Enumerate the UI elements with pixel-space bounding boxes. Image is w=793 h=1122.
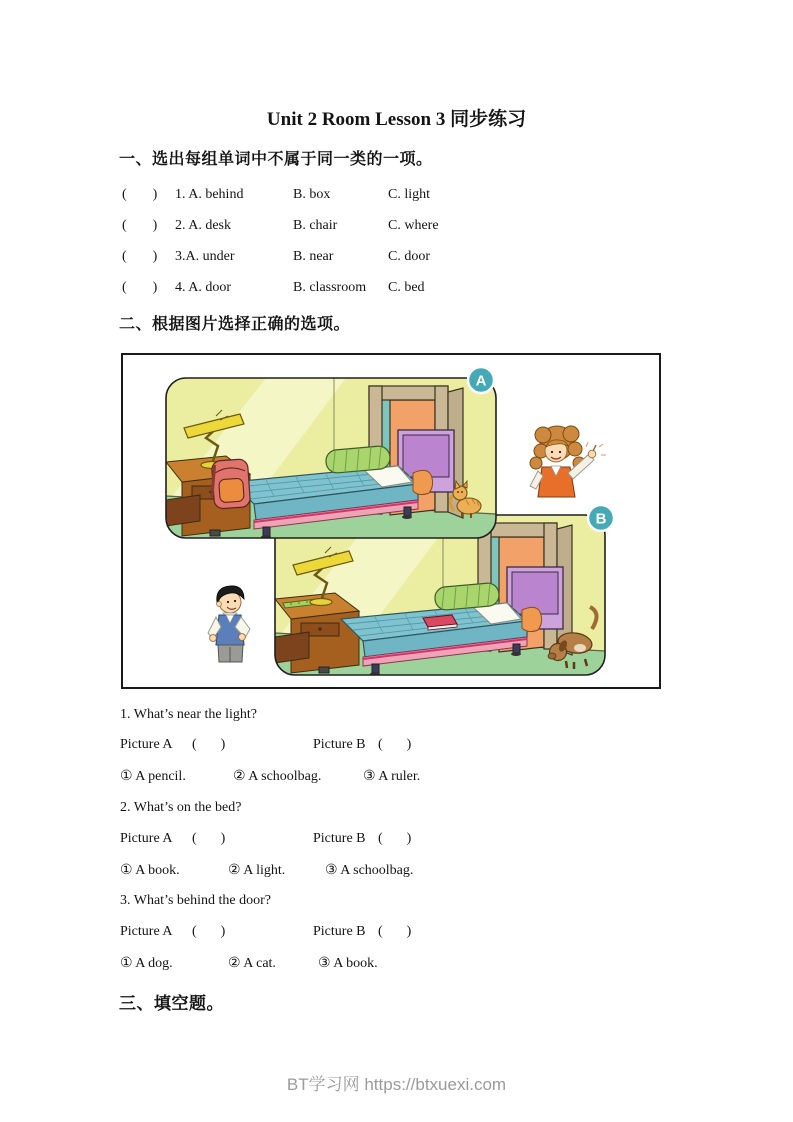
- picture-a-label: Picture A: [120, 924, 173, 939]
- site-watermark: BT学习网 https://btxuexi.com: [286, 1075, 507, 1094]
- page-title: Unit 2 Room Lesson 3 同步练习: [266, 109, 527, 130]
- section1-heading: 一、选出每组单词中不属于同一类的一项。: [119, 151, 433, 168]
- option-a: 2. A. desk: [175, 218, 231, 233]
- question-3-picture-line: [120, 924, 560, 944]
- option-1: ① A dog.: [120, 956, 173, 971]
- scene-b: [275, 515, 605, 676]
- option-2: ② A cat.: [228, 956, 276, 971]
- answer-bracket: ( ): [192, 737, 226, 752]
- scene-a-badge: [468, 367, 494, 393]
- word-group-row-1: [122, 187, 622, 218]
- option-2: ② A light.: [228, 863, 286, 878]
- option-b: B. chair: [293, 218, 338, 233]
- option-a: 3.A. under: [175, 249, 235, 264]
- section1-word-groups: [122, 187, 622, 311]
- option-3: ③ A schoolbag.: [325, 863, 414, 878]
- picture-b-label: Picture B: [313, 737, 366, 752]
- room-scenes-illustration: [123, 355, 659, 687]
- answer-bracket: ( ): [122, 187, 158, 202]
- quilt-icon: [522, 607, 542, 631]
- answer-bracket: ( ): [378, 831, 412, 846]
- option-3: ③ A ruler.: [363, 769, 421, 784]
- answer-bracket: ( ): [192, 831, 226, 846]
- option-a: 1. A. behind: [175, 187, 244, 202]
- option-c: C. where: [388, 218, 439, 233]
- scene-a-badge-label: A: [475, 372, 487, 390]
- book-icon: [423, 615, 457, 630]
- illustration-box: [121, 353, 661, 689]
- question-1-picture-line: [120, 737, 560, 757]
- option-c: C. door: [388, 249, 430, 264]
- answer-bracket: ( ): [378, 737, 412, 752]
- option-1: ① A book.: [120, 863, 180, 878]
- question-3-prompt: 3. What’s behind the door?: [120, 893, 271, 908]
- option-c: C. bed: [388, 280, 425, 295]
- question-2-prompt: 2. What’s on the bed?: [120, 800, 242, 815]
- option-1: ① A pencil.: [120, 769, 186, 784]
- option-b: B. near: [293, 249, 334, 264]
- word-group-row-3: [122, 249, 622, 280]
- girl-illustration: [530, 426, 606, 497]
- picture-b-label: Picture B: [313, 831, 366, 846]
- pillow-icon: [325, 445, 391, 473]
- section3-heading: 三、填空题。: [119, 994, 224, 1013]
- option-b: B. box: [293, 187, 331, 202]
- scene-b-badge-label: B: [595, 510, 607, 528]
- question-2-picture-line: [120, 831, 560, 851]
- option-b: B. classroom: [293, 280, 367, 295]
- section2-heading: 二、根据图片选择正确的选项。: [119, 316, 351, 333]
- answer-bracket: ( ): [192, 924, 226, 939]
- answer-bracket: ( ): [122, 218, 158, 233]
- picture-b-label: Picture B: [313, 924, 366, 939]
- word-group-row-2: [122, 218, 622, 249]
- question-3-options: [120, 955, 620, 975]
- option-3: ③ A book.: [318, 956, 378, 971]
- scene-a: [166, 378, 496, 539]
- picture-a-label: Picture A: [120, 737, 173, 752]
- answer-bracket: ( ): [378, 924, 412, 939]
- option-c: C. light: [388, 187, 431, 202]
- option-2: ② A schoolbag.: [233, 769, 322, 784]
- option-a: 4. A. door: [175, 280, 231, 295]
- schoolbag-icon: [209, 459, 250, 510]
- question-2-options: [120, 862, 620, 882]
- word-group-row-4: [122, 280, 622, 311]
- boy-illustration: [208, 586, 250, 662]
- question-1-options: [120, 768, 620, 788]
- answer-bracket: ( ): [122, 249, 158, 264]
- answer-bracket: ( ): [122, 280, 158, 295]
- quilt-icon: [413, 470, 433, 494]
- pillow-icon: [434, 582, 500, 610]
- question-1-prompt: 1. What’s near the light?: [120, 707, 257, 722]
- scene-b-badge: [588, 505, 614, 531]
- picture-a-label: Picture A: [120, 831, 173, 846]
